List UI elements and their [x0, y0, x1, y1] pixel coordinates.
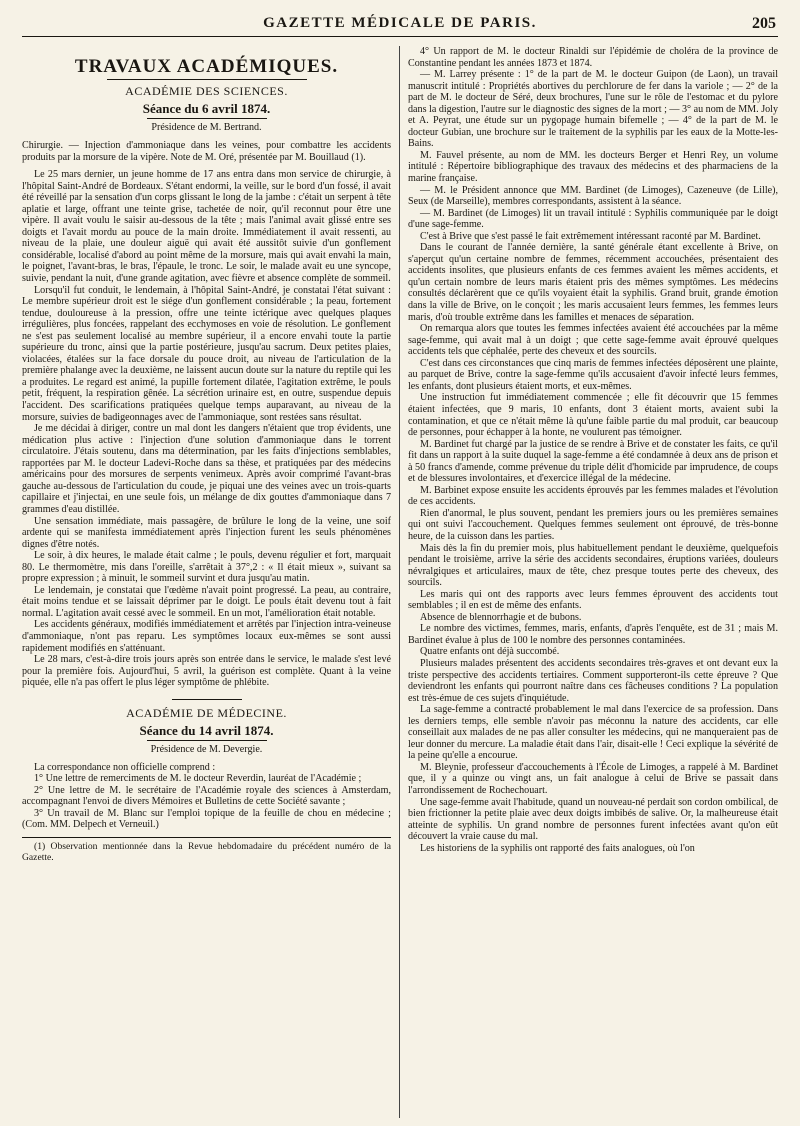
running-head [22, 14, 778, 37]
paragraph: Le lendemain, je constatai que l'œdème n'avait point progressé. La peau, au contraire, était moins tendue et se laissait déprimer par le doigt. Le pouls était devenu tout à fait normal. L'agitation avait cessé avec le sommeil. En un mot, l'amélioration était notable. [22, 584, 391, 619]
section-title [22, 56, 391, 80]
paragraph: Lorsqu'il fut conduit, le lendemain, à l'hôpital Saint-André, je constatai l'état suivant : Le membre supérieur droit est le siége d'un gonflement considérable ; la peau, fortement tendue, douloureuse à la pression, offre une teinte ictérique avec quelques plaques irrégulières, plus foncées, rappelant des ecchymoses en voie de résolution. Le gonflement ne s'est pas seulement localisé au membre supérieur, il a encore envahi toute la partie supérieure du tronc, ainsi que la partie postérieure, jusqu'au sacrum. Deux petites plaies, violacées, étalées sur la face dorsale du pouce droit, au niveau de l'articulation de la première phalange avec la deuxième, ne laissent aucun doute sur la nature du reptile qui les a produites. Le regard est animé, la pupille fortement dilatée, l'agitation extrême, le pouls petit, fréquent, la respiration gênée. La sécrétion urinaire est, en outre, suspendue depuis l'accident. Des scarifications pratiquées quelque temps auparavant, au niveau de la morsure, suivies de badigeonnages avec de l'ammoniaque, sont restées sans résultat. [22, 284, 391, 423]
session-date-2: Séance du 14 avril 1874. [139, 722, 274, 738]
paragraph: M. Barbinet expose ensuite les accidents éprouvés par les femmes malades et l'évolution de ces accidents. [408, 484, 778, 508]
paragraph: 4° Un rapport de M. le docteur Rinaldi sur l'épidémie de choléra de la province de Constantine pendant les années 1873 et 1874. [408, 46, 778, 69]
session-heading-1 [22, 101, 391, 119]
paragraph: Le 25 mars dernier, un jeune homme de 17 ans entra dans mon service de chirurgie, à l'hôpital Saint-André de Bordeaux. S'étant endormi, la veille, sur le bord d'un fossé, il avait été réveillé par la sensation d'un corps glissant le long de la jambe : c'était un serpent à tête aplatie et large, offrant une teinte grise, tachetée de noir, qu'il reconnut pour être une vipère. Il avait voulu le saisir au-dessous de la tête ; mais l'animal avait glissé entre ses doigts et l'avait mordu au pouce de la main droite. Immédiatement il avait ressenti, au niveau de la plaie, une douleur aiguë qui avait été aussitôt suivie d'un gonflement considérable, localisé d'abord au point même de la morsure, mais qui avait envahi la main, le poignet, l'avant-bras, le bras, l'épaule, le tronc. Le soir, le malade avait eu une syncope, suivie, pendant la nuit, d'une grande agitation, avec fièvre et absence complète de sommeil. [22, 169, 391, 285]
paragraph: — M. Larrey présente : 1° de la part de M. le docteur Guipon (de Laon), un travail manuscrit intitulé : Propriétés abortives du perchlorure de fer dans la variole ; — 2° de la part de M. le docteur de Séré, deux brochures, l'une sur le rôle de l'estomac et du pylore dans la digestion, l'autre sur le diagnostic des signes de la mort ; — 3° au nom de MM. Joly et A. Peyrat, une étude sur un pygopage humain bifemelle ; — 4° de la part de M. le docteur Gubian, une brochure sur le traitement de la syphilis par les eaux de la Motte-les-Bains. [408, 69, 778, 150]
footnote-rule [22, 837, 391, 838]
paragraph: Le soir, à dix heures, le malade était calme ; le pouls, devenu régulier et fort, marquait 80. Le thermomètre, mis dans l'oreille, s'arrêtait à 37°,2 : « Il était mieux », suivant sa propre expression ; à minuit, le sommeil survint et dura jusqu'au matin. [22, 550, 391, 585]
paragraph: Les historiens de la syphilis ont rapporté des faits analogues, où l'on [420, 842, 695, 854]
section-divider [172, 699, 242, 700]
paragraph: C'est à Brive que s'est passé le fait extrêmement intéressant raconté par M. Bardinet. [420, 230, 761, 242]
session-underline-1 [147, 118, 267, 119]
paragraph: Les maris qui ont des rapports avec leurs femmes éprouvent des accidents tout semblables ; il en est de même des enfants. [408, 588, 778, 612]
left-column [22, 46, 391, 1118]
section-title-text: TRAVAUX ACADÉMIQUES. [74, 56, 339, 77]
presidency-1: Présidence de M. Bertrand. [151, 122, 262, 133]
column-rule [399, 46, 400, 1118]
paragraph: Plusieurs malades présentent des accidents secondaires très-graves et ont devant eux la triste perspective des accidents tertiaires. Comment supporteront-ils cette épreuve ? Que deviendront les enfants qui pourront naître dans ces fâcheuses conditions ? La population est très-émue de ces sujets d'inquiétude. [408, 657, 778, 704]
paragraph: Les accidents généraux, modifiés immédiatement et arrêtés par l'injection intra-veineuse d'ammoniaque, n'ont pas reparu. Les symptômes locaux eux-mêmes se sont aussi rapidement modifiés en s'atténuant. [22, 619, 391, 654]
paragraph: C'est dans ces circonstances que cinq maris de femmes infectées déposèrent une plainte, au parquet de Brive, contre la sage-femme qu'ils accusaient d'avoir infecté leurs femmes, les enfants, dont plusieurs étaient morts, et eux-mêmes. [408, 357, 778, 392]
paragraph: La correspondance non officielle comprend : [34, 761, 216, 773]
session-heading-2 [22, 723, 391, 741]
paragraph: Une sage-femme avait l'habitude, quand un nouveau-né perdait son cordon ombilical, de bien frictionner la petite plaie avec deux doigts imbibés de salive. Or, la malheureuse était atteinte de syphilis. Un grand nombre de personnes furent infectées avant qu'on eût découvert la vraie cause du mal. [408, 796, 778, 843]
paragraph: — M. Bardinet (de Limoges) lit un travail intitulé : Syphilis communiquée par le doigt d'une sage-femme. [408, 207, 778, 231]
paragraph: Mais dès la fin du premier mois, plus habituellement pendant le deuxième, quelquefois pendant le troisième, arrive la série des accidents secondaires, éruptions variées, douleurs névralgiques et articulaires, maux de tête, chez presque toutes perte des cheveux, des sourcils. [408, 542, 778, 589]
paragraph: Une sensation immédiate, mais passagère, de brûlure le long de la veine, une soif ardente qui se manifesta immédiatement après l'injection furent les seuls phénomènes dignes d'être notés. [22, 515, 391, 550]
paragraph: — M. le Président annonce que MM. Bardinet (de Limoges), Cazeneuve (de Lille), Seux (de Marseille), membres correspondants, assistent à la séance. [408, 184, 778, 208]
presidency-2: Présidence de M. Devergie. [150, 743, 263, 755]
paragraph: Je me décidai à diriger, contre un mal dont les dangers n'étaient que trop évidents, une médication plus active : l'injection d'une solution d'ammoniaque dans le torrent circulatoire. J'étais soutenu, dans ma détermination, par les faits d'injections semblables, rapportées par M. le docteur Ladevi-Roche dans sa thèse, et pratiquées par des médecins américains pour des morsures de serpents venimeux. Après avoir comprimé l'avant-bras gauche au-dessous de l'articulation du coude, je piquai une des veines avec un trois-quarts capillaire et j'injectai, en une seule fois, un mélange de dix gouttes d'ammoniaque dans 7 grammes d'eau distillée. [22, 423, 391, 515]
paragraph: M. Bleynie, professeur d'accouchements à l'École de Limoges, a rappelé à M. Bardinet que, il y a quinze ou vingt ans, un fait analogue à celui de Brive se passait dans l'arrondissement de Rochechouart. [408, 761, 778, 796]
page-number: 205 [752, 15, 776, 32]
paragraph: 2° Une lettre de M. le secrétaire de l'Académie royale des sciences à Amsterdam, accompagnant l'envoi de divers Mémoires et Bulletins de cette Société savante ; [22, 784, 391, 808]
academy-heading-medicine: ACADÉMIE DE MÉDECINE. [126, 705, 287, 720]
paragraph: 1° Une lettre de remerciments de M. le docteur Reverdin, lauréat de l'Académie ; [34, 773, 362, 785]
journal-title: GAZETTE MÉDICALE DE PARIS. [263, 15, 537, 31]
footnote: (1) Observation mentionnée dans la Revue hebdomadaire du précédent numéro de la Gazette. [22, 840, 391, 863]
paragraph: Absence de blennorrhagie et de bubons. [420, 611, 582, 623]
title-underline [107, 79, 307, 80]
paragraph: Quatre enfants ont déjà succombé. [420, 646, 560, 658]
session-date-1: Séance du 6 avril 1874. [142, 101, 271, 116]
article-intro: Chirurgie. — Injection d'ammoniaque dans les veines, pour combattre les accidents produits par la morsure de la vipère. Note de M. Oré, présentée par M. Bouillaud (1). [22, 140, 391, 163]
paragraph: M. Fauvel présente, au nom de MM. les docteurs Berger et Henri Rey, un volume intitulé : Répertoire bibliographique des travaux des médecins et des pharmaciens de la marine française. [408, 149, 778, 185]
session-underline-2 [147, 740, 267, 741]
paragraph: Dans le courant de l'année dernière, la santé générale étant excellente à Brive, on s'aperçut qu'un certaine nombre de femmes, récemment accouchées, présentaient des accidents insolites, que plusieurs enfants de ces femmes avaient les mêmes accidents, et qu'un certain nombre de leurs maris étaient pris des mêmes symptômes. Les médecins consultés déclarèrent que ce qu'ils voyaient était la syphilis. Grand bruit, grande émotion dans la ville de Brive, on le conçoit ; les maris accusaient leurs femmes, les femmes leurs maris, d'où trouble extrême dans les familles et menaces de séparation. [408, 242, 778, 323]
paragraph: Le 28 mars, c'est-à-dire trois jours après son entrée dans le service, le malade s'est levé pour la première fois. Aujourd'hui, 5 avril, la guérison est complète. Quant à la veine piquée, elle n'a pas offert le plus léger symptôme de phlébite. [22, 654, 391, 689]
paragraph: On remarqua alors que toutes les femmes infectées avaient été accouchées par la même sage-femme, qui avait mal à un doigt ; que cette sage-femme avait éprouvé quelques accidents tels que céphalée, perte des cheveux et des sourcils. [408, 323, 778, 358]
paragraph: Une instruction fut immédiatement commencée ; elle fit découvrir que 15 femmes étaient infectées, que 9 maris, 10 enfants, dont 3 étaient morts, avaient subi la contamination, et que ce n'était même là qu'une faible partie du mal produit, car beaucoup de personnes, pour échapper à la honte, ne voulurent pas témoigner. [408, 392, 778, 439]
paragraph: 3° Un travail de M. Blanc sur l'emploi topique de la feuille de chou en médecine ; (Com. MM. Delpech et Verneuil.) [22, 807, 391, 831]
paragraph: La sage-femme a contracté probablement le mal dans l'exercice de sa profession. Dans les derniers temps, elle semble n'avoir pas méconnu la nature des accidents, car elle conseillait aux malades de ne pas aller consulter les médecins, qui ne manqueraient pas de leur donner du mercure. La maladie était dans l'air, disait-elle ! Ceci explique la sévérité de la peine qu'elle a encourue. [408, 704, 778, 762]
paragraph: M. Bardinet fut chargé par la justice de se rendre à Brive et de constater les faits, ce qu'il fit dans un rapport à la suite duquel la sage-femme a été condamnée à deux ans de prison et à 50 francs d'amende, comme prévenue du triple délit d'homicide par imprudence, de coups et de blessures involontaires, et d'exercice illégal de la médecine. [408, 438, 778, 485]
academy-heading-sciences: ACADÉMIE DES SCIENCES. [125, 84, 288, 98]
right-column [408, 46, 778, 1118]
paragraph: Le nombre des victimes, femmes, maris, enfants, d'après l'enquête, est de 31 ; mais M. Bardinet évalue à plus de 100 le nombre des personnes contaminées. [408, 623, 778, 646]
paragraph: Rien d'anormal, le plus souvent, pendant les premiers jours ou les premières semaines qui ont suivi l'accouchement. Quelques femmes seulement ont éprouvé, de très-bonne heure, de la cuisson dans les parties. [408, 507, 778, 542]
